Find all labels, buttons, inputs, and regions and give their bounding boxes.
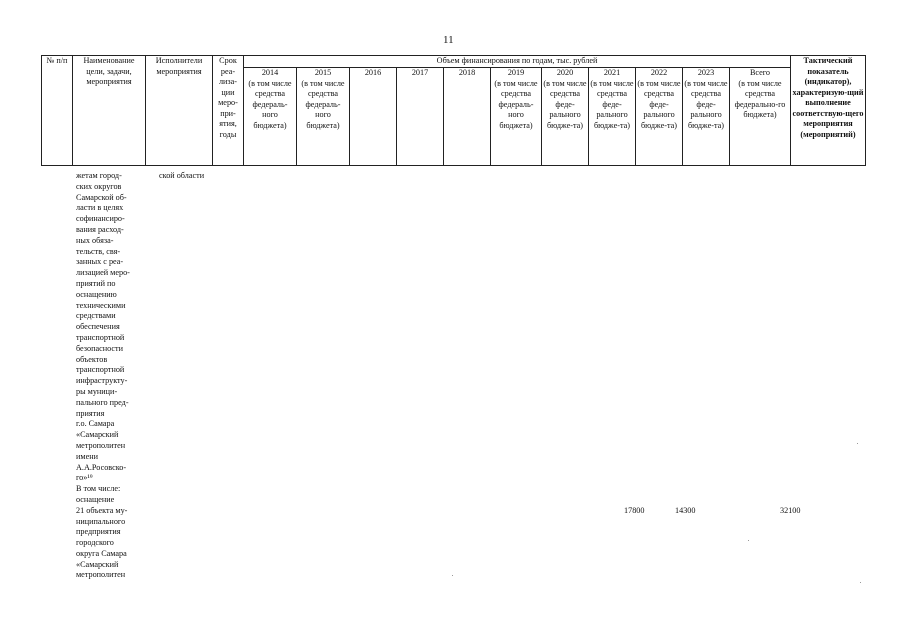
measure-name-line: техническими [76, 300, 126, 310]
executor-text: ской области [159, 171, 205, 180]
measure-name-line: средствами [76, 311, 116, 321]
value-2021: 17800 [624, 506, 645, 515]
measure-name-line: приятий по [76, 278, 116, 288]
measure-name-line: инфраструкту- [76, 376, 128, 386]
year-2021: 2021 (в том числе средства феде-рального бюдже-та) [589, 68, 636, 166]
measure-name-line: ных обяза- [76, 235, 114, 245]
measure-name-line: безопасности [76, 343, 123, 353]
measure-name-line: «Самарский [76, 559, 119, 569]
measure-name-line: приятия [76, 408, 105, 418]
year-2015: 2015 (в том числе средства федераль-ного бюджета) [297, 68, 350, 166]
value-total: 32100 [780, 506, 801, 515]
col-executors: Исполнители мероприятия [146, 56, 213, 166]
measure-name-line: тельств, свя- [76, 246, 121, 256]
measure-name-line: городского [76, 538, 114, 548]
measure-name-line: жетам город- [76, 171, 122, 180]
measure-name-line: В том числе: [76, 484, 121, 494]
year-2022: 2022 (в том числе средства феде-рального бюдже-та) [636, 68, 683, 166]
year-2016: 2016 [350, 68, 397, 166]
col-name: Наименование цели, задачи, мероприятия [73, 56, 146, 166]
measure-name-text [76, 171, 146, 581]
measure-name-line: занных с реа- [76, 257, 124, 267]
measure-name-line: пального пред- [76, 397, 129, 407]
measure-name-line: оснащению [76, 289, 117, 299]
year-2019: 2019 (в том числе средства федераль-ного бюджета) [491, 68, 542, 166]
page-number: 11 [443, 34, 454, 46]
scan-speck [860, 582, 861, 583]
measure-name-line: ских округов [76, 181, 122, 191]
measure-name-line: го»¹⁹ [76, 473, 93, 483]
measure-name-line: софинансиро- [76, 214, 125, 224]
measure-name-line: округа Самара [76, 548, 127, 558]
measure-name-line: Самарской об- [76, 192, 127, 202]
measure-name-line: лизацией меро- [76, 268, 130, 278]
measure-name-line: транспортной [76, 332, 125, 342]
measure-name-line: обеспечения [76, 322, 120, 332]
year-2018: 2018 [444, 68, 491, 166]
measure-name-line: метрополитен [76, 570, 126, 580]
year-2020: 2020 (в том числе средства феде-рального бюдже-та) [542, 68, 589, 166]
col-financing: Объем финансирования по годам, тыс. рублей [244, 56, 791, 68]
year-2014: 2014 (в том числе средства федераль-ного бюджета) [244, 68, 297, 166]
value-2022: 14300 [675, 506, 696, 515]
financing-table-header [41, 55, 866, 166]
year-total: Всего (в том числе средства федерально-го бюджета) [730, 68, 791, 166]
measure-name-line: имени [76, 451, 98, 461]
col-indicator: Тактический показатель (индикатор), характеризую-щий выполнение соответствую-щего мероприятия (мероприятий) [791, 56, 866, 166]
measure-name-line: ры муници- [76, 386, 118, 396]
measure-name-line: 21 объекта му- [76, 505, 128, 515]
measure-name-line: ласти в целях [76, 203, 124, 213]
scan-speck [857, 443, 858, 444]
col-term: Срок реа-лиза-ции меро-при-ятия, годы [213, 56, 244, 166]
measure-name-line: предприятия [76, 527, 121, 537]
year-2017: 2017 [397, 68, 444, 166]
measure-name-line: транспортной [76, 365, 125, 375]
year-2023: 2023 (в том числе средства феде-рального бюдже-та) [683, 68, 730, 166]
measure-name-line: г.о. Самара [76, 419, 115, 429]
measure-name-line: оснащение [76, 494, 115, 504]
measure-name-line: вания расход- [76, 224, 124, 234]
measure-name-line: ниципального [76, 516, 126, 526]
measure-name-line: А.А.Росовско- [76, 462, 127, 472]
scan-speck [748, 540, 749, 541]
measure-name-line: «Самарский [76, 430, 119, 440]
measure-name-line: метрополитен [76, 440, 126, 450]
col-number: № п/п [42, 56, 73, 166]
measure-name-line: объектов [76, 354, 108, 364]
scan-speck [452, 575, 453, 576]
